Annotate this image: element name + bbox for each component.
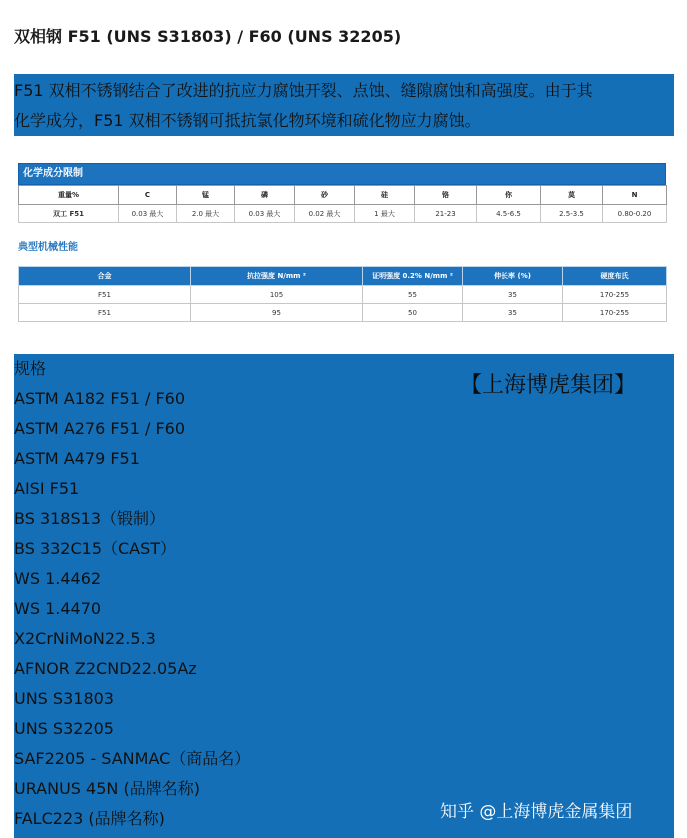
table-cell: 0.03 最大 bbox=[119, 205, 177, 223]
table-cell: 1 最大 bbox=[355, 205, 415, 223]
col-header: 磷 bbox=[235, 186, 295, 205]
col-header: 砂 bbox=[295, 186, 355, 205]
col-header: 锰 bbox=[177, 186, 235, 205]
table-cell: 95 bbox=[191, 304, 363, 322]
col-header: 合金 bbox=[19, 267, 191, 286]
table-cell: 55 bbox=[363, 286, 463, 304]
table-cell: 105 bbox=[191, 286, 363, 304]
col-header: 铬 bbox=[415, 186, 477, 205]
table-cell: 0.03 最大 bbox=[235, 205, 295, 223]
composition-heading: 化学成分限制 bbox=[18, 163, 666, 185]
table-row bbox=[19, 304, 667, 322]
table-cell: 170-255 bbox=[563, 286, 667, 304]
table-row bbox=[19, 205, 667, 223]
specs-heading: 规格 bbox=[14, 359, 47, 378]
intro-line-1: F51 双相不锈钢结合了改进的抗应力腐蚀开裂、点蚀、缝隙腐蚀和高强度。由于其 bbox=[14, 81, 593, 100]
mechanical-header-row bbox=[19, 267, 667, 286]
table-cell: F51 bbox=[19, 304, 191, 322]
table-cell: 21-23 bbox=[415, 205, 477, 223]
table-cell: 双工 F51 bbox=[19, 205, 119, 223]
spec-item: UNS S31803 bbox=[14, 689, 114, 708]
table-cell: 0.80-0.20 bbox=[603, 205, 667, 223]
table-cell: 0.02 最大 bbox=[295, 205, 355, 223]
mechanical-table bbox=[18, 266, 666, 322]
zhihu-watermark: 知乎 @上海博虎金属集团 bbox=[440, 802, 633, 822]
page-title: 双相钢 F51 (UNS S31803) / F60 (UNS 32205) bbox=[14, 27, 402, 46]
spec-item: ASTM A276 F51 / F60 bbox=[14, 419, 186, 438]
table-cell: 4.5-6.5 bbox=[477, 205, 541, 223]
spec-item: X2CrNiMoN22.5.3 bbox=[14, 629, 156, 648]
intro-paragraph bbox=[14, 74, 674, 136]
spec-item: UNS S32205 bbox=[14, 719, 114, 738]
intro-line-2: 化学成分，F51 双相不锈钢可抵抗氯化物环境和硫化物应力腐蚀。 bbox=[14, 111, 481, 130]
col-header: 硅 bbox=[355, 186, 415, 205]
spec-item: BS 332C15（CAST） bbox=[14, 539, 177, 558]
composition-header-row bbox=[19, 186, 667, 205]
brand-label: 【上海博虎集团】 bbox=[460, 373, 637, 398]
table-cell: 2.5-3.5 bbox=[541, 205, 603, 223]
col-header: C bbox=[119, 186, 177, 205]
spec-item: AISI F51 bbox=[14, 479, 80, 498]
spec-item: FALC223 (品牌名称) bbox=[14, 809, 165, 828]
table-cell: 35 bbox=[463, 286, 563, 304]
spec-item: WS 1.4470 bbox=[14, 599, 102, 618]
col-header: 莫 bbox=[541, 186, 603, 205]
col-header: 抗拉强度 N/mm ² bbox=[191, 267, 363, 286]
mechanical-heading: 典型机械性能 bbox=[18, 242, 78, 253]
spec-item: URANUS 45N (品牌名称) bbox=[14, 779, 200, 798]
col-header: 你 bbox=[477, 186, 541, 205]
spec-item: BS 318S13（锻制） bbox=[14, 509, 165, 528]
table-cell: 35 bbox=[463, 304, 563, 322]
composition-table bbox=[18, 163, 666, 223]
specifications-section bbox=[14, 354, 674, 838]
table-cell: 170-255 bbox=[563, 304, 667, 322]
table-cell: F51 bbox=[19, 286, 191, 304]
col-header: N bbox=[603, 186, 667, 205]
spec-item: ASTM A479 F51 bbox=[14, 449, 140, 468]
col-header: 证明强度 0.2% N/mm ² bbox=[363, 267, 463, 286]
table-cell: 50 bbox=[363, 304, 463, 322]
spec-item: ASTM A182 F51 / F60 bbox=[14, 389, 186, 408]
table-cell: 2.0 最大 bbox=[177, 205, 235, 223]
col-header: 伸长率 (%) bbox=[463, 267, 563, 286]
spec-item: AFNOR Z2CND22.05Az bbox=[14, 659, 197, 678]
col-header: 硬度布氏 bbox=[563, 267, 667, 286]
spec-item: SAF2205 - SANMAC（商品名） bbox=[14, 749, 251, 768]
spec-item: WS 1.4462 bbox=[14, 569, 102, 588]
table-row bbox=[19, 286, 667, 304]
col-header: 重量% bbox=[19, 186, 119, 205]
